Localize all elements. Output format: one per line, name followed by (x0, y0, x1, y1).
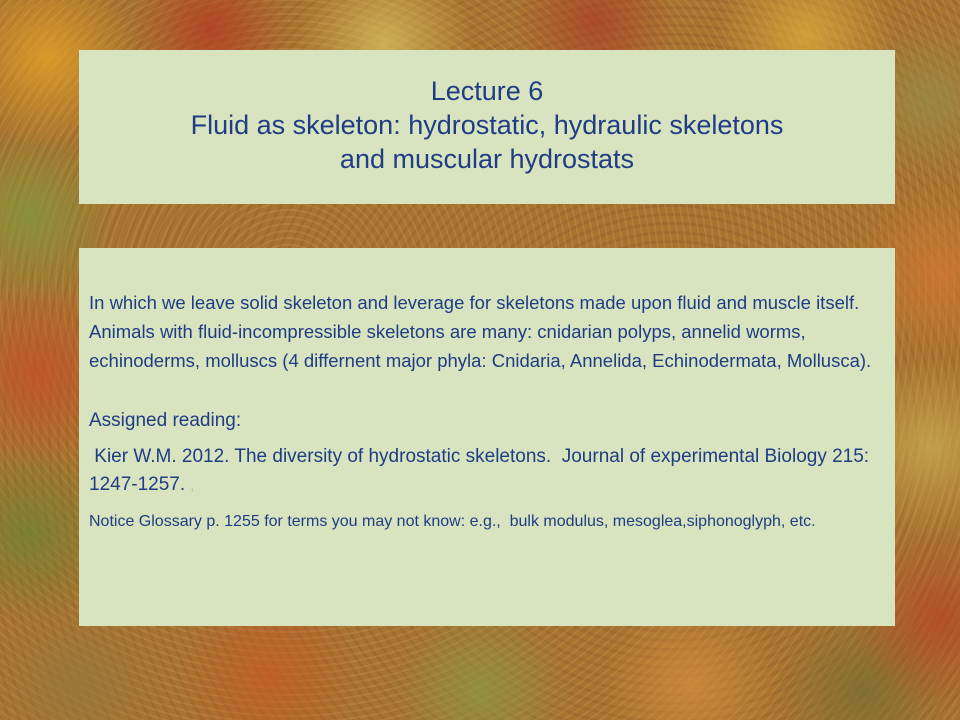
citation-trailing-mark: , (190, 477, 195, 493)
citation-text: Kier W.M. 2012. The diversity of hydrostatic skeletons. Journal of experimental Biology 215: 1247-1257. (89, 446, 875, 495)
intro-paragraph: In which we leave solid skeleton and leverage for skeletons made upon fluid and muscle itself. Animals with fluid-incompressible skeletons are many: cnidarian polyps, annelid worms, echinoderms, molluscs (4 differnent major phyla: Cnidaria, Annelida, Echinodermata, Mollusca). (89, 292, 872, 371)
glossary-note: Notice Glossary p. 1255 for terms you may not know: e.g., bulk modulus, mesoglea,siphonoglyph, etc. (89, 513, 816, 530)
title-panel (79, 50, 895, 204)
slide-title-line-1: Lecture 6 (430, 76, 544, 106)
assigned-reading-heading: Assigned reading: (89, 410, 242, 431)
content-panel (79, 248, 895, 626)
reading-citation (89, 443, 873, 499)
slide-title-line-2: Fluid as skeleton: hydrostatic, hydraulic skeletons (190, 110, 784, 140)
slide-title-line-3: and muscular hydrostats (339, 144, 635, 174)
